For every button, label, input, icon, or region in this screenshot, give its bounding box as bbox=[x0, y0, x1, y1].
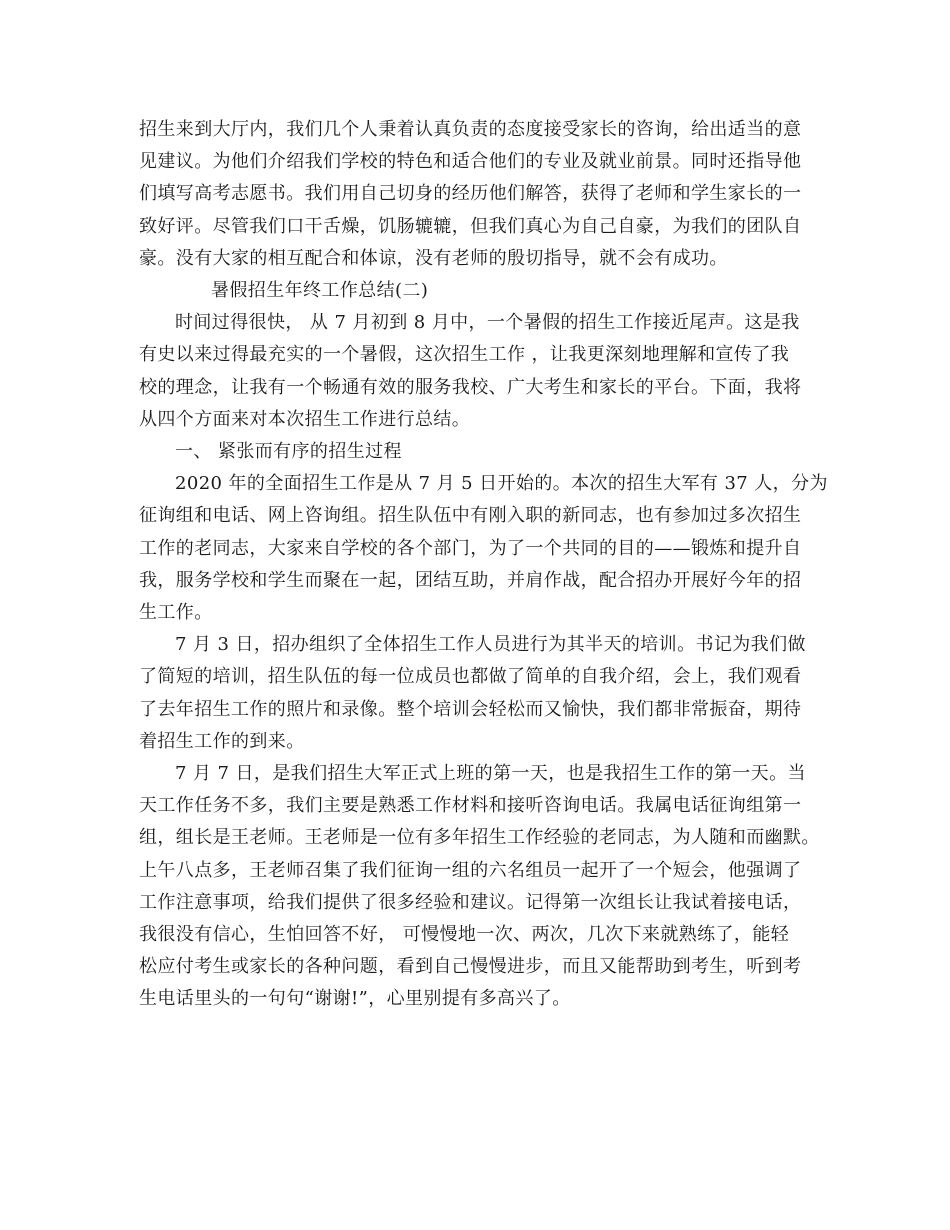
text-line: 我很没有信心，生怕回答不好， 可慢慢地一次、两次，几次下来就熟练了，能轻 bbox=[139, 924, 790, 946]
text-line: 们填写高考志愿书。我们用自己切身的经历他们解答，获得了老师和学生家长的一 bbox=[139, 183, 802, 205]
subsection-heading bbox=[139, 436, 822, 468]
text-line: 豪。没有大家的相互配合和体谅，没有老师的殷切指导，就不会有成功。 bbox=[139, 247, 728, 269]
text-line: 7 月 3 日，招办组织了全体招生工作人员进行为其半天的培训。书记为我们做 bbox=[175, 634, 806, 656]
paragraph-first-day bbox=[139, 758, 822, 1016]
paragraph-intro bbox=[139, 307, 822, 436]
text-line: 有史以来过得最充实的一个暑假，这次招生工作 ，让我更深刻地理解和宣传了我 bbox=[139, 344, 790, 366]
text-line: 了简短的培训，招生队伍的每一位成员也都做了简单的自我介绍，会上，我们观看 bbox=[139, 666, 802, 688]
heading-line: 暑假招生年终工作总结(二) bbox=[211, 280, 429, 302]
text-line: 时间过得很快， 从 7 月初到 8 月中，一个暑假的招生工作接近尾声。这是我 bbox=[175, 312, 800, 334]
text-line: 天工作任务不多，我们主要是熟悉工作材料和接听咨询电话。我属电话征询组第一 bbox=[139, 795, 802, 817]
text-line: 了去年招生工作的照片和录像。整个培训会轻松而又愉快，我们都非常振奋，期待 bbox=[139, 698, 802, 720]
section-heading bbox=[139, 275, 822, 307]
text-line: 松应付考生或家长的各种问题，看到自己慢慢进步，而且又能帮助到考生，听到考 bbox=[139, 956, 802, 978]
text-line: 校的理念，让我有一个畅通有效的服务我校、广大考生和家长的平台。下面，我将 bbox=[139, 376, 802, 398]
text-line: 从四个方面来对本次招生工作进行总结。 bbox=[139, 408, 471, 430]
text-line: 工作的老同志，大家来自学校的各个部门，为了一个共同的目的——锻炼和提升自 bbox=[139, 537, 802, 559]
text-line: 7 月 7 日，是我们招生大军正式上班的第一天，也是我招生工作的第一天。当 bbox=[175, 763, 806, 785]
text-line: 我，服务学校和学生而聚在一起，团结互助，并肩作战，配合招办开展好今年的招 bbox=[139, 569, 802, 591]
text-line: 组，组长是王老师。王老师是一位有多年招生工作经验的老同志，为人随和而幽默。 bbox=[139, 827, 820, 849]
text-line: 生电话里头的一句句“谢谢!”，心里别提有多高兴了。 bbox=[139, 988, 571, 1010]
heading-line: 一、 紧张而有序的招生过程 bbox=[175, 441, 402, 463]
text-line: 致好评。尽管我们口干舌燥，饥肠辘辘，但我们真心为自己自豪，为我们的团队自 bbox=[139, 215, 802, 237]
text-line: 招生来到大厅内，我们几个人秉着认真负责的态度接受家长的咨询，给出适当的意 bbox=[139, 119, 802, 140]
document-body bbox=[139, 114, 828, 1016]
text-line: 2020 年的全面招生工作是从 7 月 5 日开始的。本次的招生大军有 37 人，分为 bbox=[175, 473, 828, 495]
text-line: 征询组和电话、网上咨询组。招生队伍中有刚入职的新同志，也有参加过多次招生 bbox=[139, 505, 802, 527]
paragraph-training bbox=[139, 629, 822, 758]
text-line: 上午八点多，王老师召集了我们征询一组的六名组员一起开了一个短会，他强调了 bbox=[139, 859, 802, 881]
text-line: 生工作。 bbox=[139, 602, 213, 624]
paragraph-process bbox=[139, 468, 828, 629]
text-line: 工作注意事项，给我们提供了很多经验和建议。记得第一次组长让我试着接电话， bbox=[139, 891, 802, 913]
text-line: 见建议。为他们介绍我们学校的特色和适合他们的专业及就业前景。同时还指导他 bbox=[139, 151, 802, 173]
text-line: 着招生工作的到来。 bbox=[139, 730, 305, 752]
paragraph-continued bbox=[139, 114, 822, 275]
